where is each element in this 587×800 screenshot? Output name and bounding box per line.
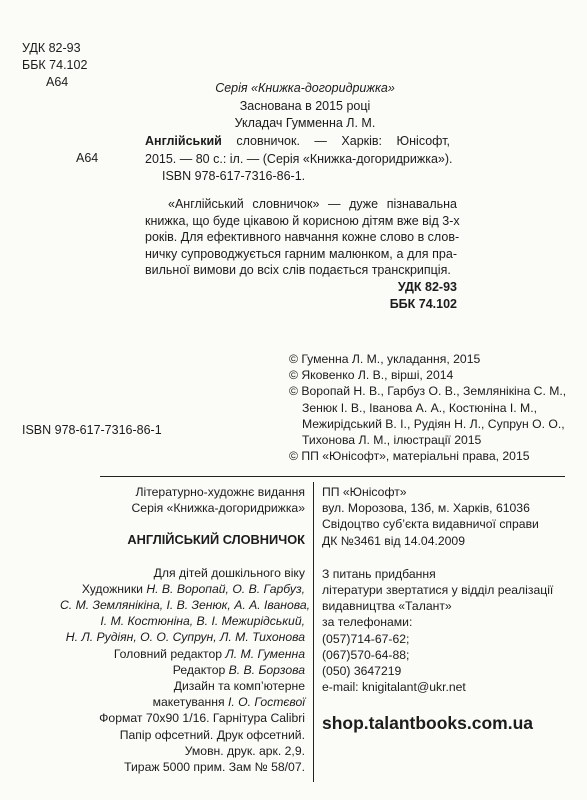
annotation-line-3: років. Для ефективного навчання кожне слово в слов- [145, 230, 460, 245]
imprint-chief-editor-name: Л. М. Гуменна [225, 646, 305, 661]
phone-3: (050) 3647219 [322, 664, 402, 679]
series-header [140, 80, 470, 133]
copyright-line-7: © ПП «Юнісофт», матеріальні права, 2015 [289, 449, 530, 464]
imprint-left [60, 484, 311, 775]
imprint-artists-label: Художники [81, 581, 143, 596]
imprint-series: Серія «Книжка-догоридрижка» [131, 501, 305, 516]
imprint-chief-editor [60, 646, 305, 662]
imprint-top-rule [100, 476, 565, 477]
publisher-email: e-mail: knigitalant@ukr.net [322, 680, 466, 695]
imprint-column-divider [313, 482, 314, 782]
series-line: Серія «Книжка-догоридрижка» [215, 81, 395, 95]
phone-2: (067)570-64-88; [322, 647, 410, 662]
imprint-title: АНГЛІЙСЬКИЙ СЛОВНИЧОК [127, 532, 305, 548]
imprint-artists-1: Н. В. Воропай, О. В. Гарбуз, [146, 581, 305, 596]
imprint-editor [60, 662, 305, 678]
imprint-artists-2: С. М. Землянікіна, І. В. Зенюк, А. А. Іванова, [60, 598, 311, 613]
copyright-line-1: © Гуменна Л. М., укладання, 2015 [289, 352, 481, 366]
purchase-line-2: літератури звертатися у відділ реалізації [322, 583, 554, 598]
udk-code: УДК 82-93 [22, 41, 81, 55]
purchase-line-4: за телефонами: [322, 615, 413, 630]
imprint-chief-editor-label: Головний редактор [113, 646, 223, 661]
imprint-layout-line-2 [60, 694, 305, 710]
imprint-artists-line-1 [60, 581, 305, 597]
imprint-format: Формат 70x90 1/16. Гарнітура Calibri [99, 711, 305, 726]
annotation-udk: УДК 82-93 [397, 279, 457, 294]
publisher-certificate-number: ДК №3461 від 14.04.2009 [322, 533, 465, 548]
copyright-line-6: Тихонова Л. М., ілюстрації 2015 [302, 433, 482, 448]
copyright-line-4: Зенюк І. В., Іванова А. А., Костюніна І. М., [302, 400, 537, 415]
imprint-paper: Папір офсетний. Друк офсетний. [119, 727, 305, 742]
imprint-artists-4: Н. Л. Рудіян, О. О. Супрун, Л. М. Тихонова [65, 630, 305, 645]
purchase-line-1: З питань придбання [322, 566, 436, 581]
bbk-code: ББК 74.102 [22, 58, 88, 72]
copyright-block [289, 351, 566, 464]
copyright-line-5: Межирідський В. І., Рудіян Н. Л., Супрун О. О., [302, 416, 565, 431]
catalog-isbn: ISBN 978-617-7316-86-1. [162, 169, 306, 183]
series-founded: Заснована в 2015 році [239, 98, 371, 113]
annotation-line-4: ничку супроводжується гарним малюнком, а для пра- [145, 246, 457, 261]
annotation [145, 196, 460, 312]
compiler: Укладач Гумменна Л. М. [234, 116, 376, 130]
copyright-line-2: © Яковенко Л. В., вірші, 2014 [289, 368, 454, 383]
imprint-print-run: Тираж 5000 прим. Зам № 58/07. [124, 760, 305, 775]
publisher-certificate: Свідоцтво суб’єкта видавничої справи [322, 517, 539, 532]
annotation-bbk: ББК 74.102 [389, 296, 457, 311]
annotation-line-1: «Англійський словничок» — дуже пізнавальна [168, 197, 457, 211]
annotation-line-5: вильної вимови до всіх слів подається транскрипція. [145, 263, 451, 278]
phone-1: (057)714-67-62; [322, 631, 410, 646]
catalog-line-1 [145, 133, 450, 151]
imprint-artists-3: І. М. Костюніна, В. І. Межирідський, [100, 614, 305, 629]
imprint-layout-label: макетування [152, 695, 225, 710]
imprint-layout-line-1: Дизайн та комп’ютерне [173, 679, 305, 694]
author-mark: А64 [46, 75, 69, 89]
catalog-line-2: 2015. — 80 с.: іл. — (Серія «Книжка-догоридрижка»). [145, 151, 453, 166]
publisher-name: ПП «Юнісофт» [322, 485, 407, 499]
imprint-right [322, 484, 553, 695]
catalog-mark: А64 [76, 151, 99, 165]
shop-website: shop.talantbooks.com.ua [322, 713, 533, 733]
publisher-address: вул. Морозова, 13б, м. Харків, 61036 [322, 501, 530, 516]
imprint-editor-name: В. В. Борзова [228, 662, 305, 677]
imprint-sheets: Умовн. друк. арк. 2,9. [184, 743, 305, 758]
catalog-line-1-rest: словничок. — Харків: Юнісофт, [236, 134, 451, 148]
isbn-left: ISBN 978-617-7316-86-1 [22, 423, 162, 437]
catalog-entry [145, 133, 465, 186]
purchase-line-3: видавництва «Талант» [322, 599, 452, 614]
imprint-editor-label: Редактор [172, 662, 226, 677]
top-left-classification [22, 40, 87, 91]
copyright-line-3: © Воропай Н. В., Гарбуз О. В., Землянікіна С. М., [289, 384, 567, 399]
imprint-audience: Для дітей дошкільного віку [153, 565, 305, 580]
annotation-line-2: книжка, що буде цікавою й корисною дітям вже від 3-х [145, 213, 460, 228]
imprint-genre: Літературно-художнє видання [135, 485, 305, 499]
imprint-layout-name: І. О. Гостєвої [228, 695, 305, 710]
catalog-title: Англійський [145, 134, 222, 148]
